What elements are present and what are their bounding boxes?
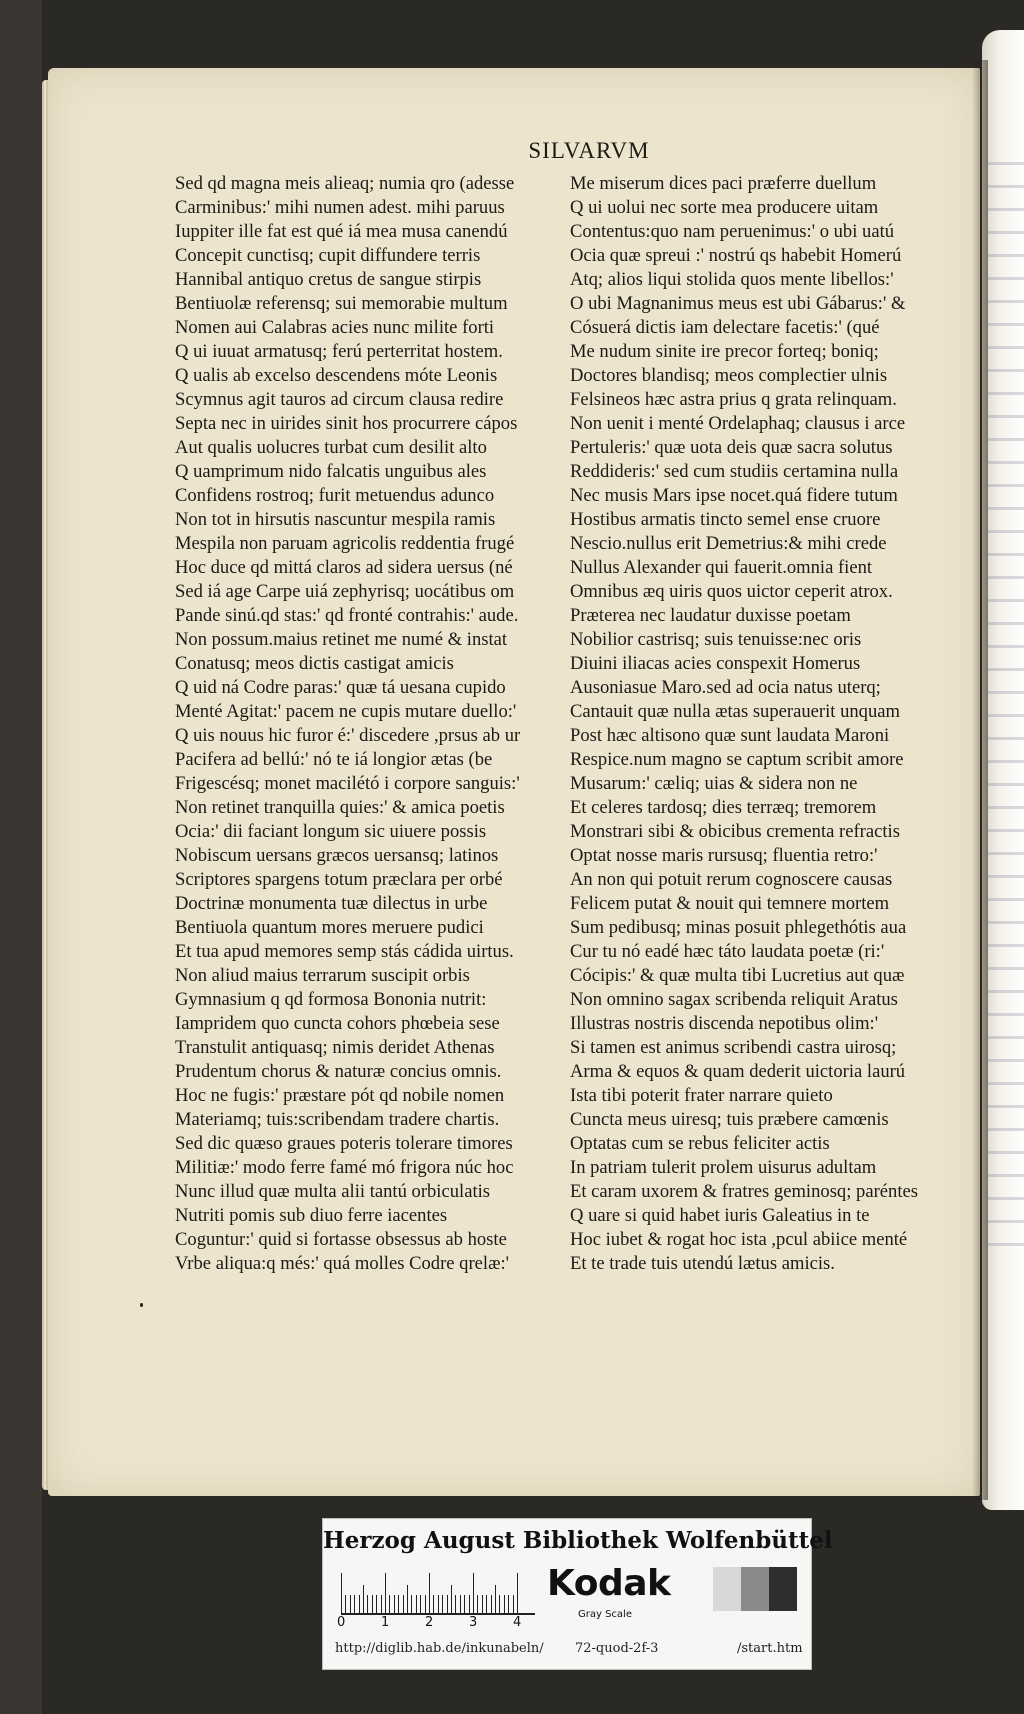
ruler-number: 2 xyxy=(425,1615,434,1630)
start-link: /start.htm xyxy=(737,1641,803,1656)
text-line: Præterea nec laudatur duxisse poetam xyxy=(570,605,851,626)
text-line: Ausoniasue Maro.sed ad ocia natus uterq; xyxy=(570,677,881,698)
text-line: Cuncta meus uiresq; tuis præbere camœnis xyxy=(570,1109,889,1130)
ruler-tick xyxy=(499,1595,500,1613)
facing-page-edge xyxy=(982,30,1024,1510)
text-line: Doctores blandisq; meos complectier ulnis xyxy=(570,365,888,386)
text-line: O ubi Magnanimus meus est ubi Gábarus:' & xyxy=(570,293,906,314)
ruler-tick xyxy=(363,1585,364,1613)
text-line: Cur tu nó eadé hæc táto laudata poetæ (ri:' xyxy=(570,941,885,962)
text-line: Hoc iubet & rogat hoc ista ,pcul abiice menté xyxy=(570,1229,908,1250)
ink-speck xyxy=(140,1303,143,1307)
text-line: Contentus:quo nam peruenimus:' o ubi uatú xyxy=(570,221,895,242)
text-line: Omnibus æq uiris quos uictor ceperit atrox. xyxy=(570,581,893,602)
running-head: SILVARVM xyxy=(528,138,650,163)
text-line: Optat nosse maris rursusq; fluentia retro:' xyxy=(570,845,878,866)
text-line: Mespila non paruam agricolis reddentia frugé xyxy=(175,533,515,554)
ruler-tick xyxy=(477,1595,478,1613)
text-line: Optatas cum se rebus feliciter actis xyxy=(570,1133,830,1154)
left-text-column xyxy=(175,172,570,1276)
ruler-tick xyxy=(403,1595,404,1613)
right-text-column xyxy=(570,172,965,1276)
text-line: Aut qualis uolucres turbat cum desilit alto xyxy=(175,437,487,458)
ruler-tick xyxy=(389,1595,390,1613)
ruler-tick xyxy=(517,1573,518,1613)
scan-target-card xyxy=(322,1518,833,1670)
ruler-tick xyxy=(447,1595,448,1613)
text-line: Frigescésq; monet macilétó i corpore sanguis:' xyxy=(175,773,520,794)
shelfmark: 72-quod-2f-3 xyxy=(575,1641,659,1656)
text-line: Et tua apud memores semp stás cádida uirtus. xyxy=(175,941,514,962)
text-line: Hoc ne fugis:' præstare pót qd nobile nomen xyxy=(175,1085,505,1106)
text-line: Vrbe aliqua:q més:' quá molles Codre qrelæ:' xyxy=(175,1253,509,1274)
text-line: Prudentum chorus & naturæ concius omnis. xyxy=(175,1061,502,1082)
text-line: Et caram uxorem & fratres geminosq; paréntes xyxy=(570,1181,918,1202)
text-line: Ista tibi poterit frater narrare quieto xyxy=(570,1085,833,1106)
text-line: Septa nec in uirides sinit hos procurrere cápos xyxy=(175,413,518,434)
text-line: Et celeres tardosq; dies terræq; tremorem xyxy=(570,797,877,818)
text-line: Ocia:' dii faciant longum sic uiuere possis xyxy=(175,821,487,842)
ruler-tick xyxy=(486,1595,487,1613)
ruler-tick xyxy=(464,1595,465,1613)
text-line: Q uare si quid habet iuris Galeatius in te xyxy=(570,1205,870,1226)
text-line: Pertuleris:' quæ uota deis quæ sacra solutus xyxy=(570,437,893,458)
text-line: Scriptores spargens totum præclara per orbé xyxy=(175,869,503,890)
ruler-tick xyxy=(491,1595,492,1613)
text-line: Non uenit i menté Ordelaphaq; clausus i arce xyxy=(570,413,906,434)
ruler-tick xyxy=(442,1595,443,1613)
text-line: Non possum.maius retinet me numé & instat xyxy=(175,629,508,650)
text-line: Respice.num magno se captum scribit amore xyxy=(570,749,904,770)
ruler-tick xyxy=(429,1573,430,1613)
text-line: Iuppiter ille fat est qué iá mea musa canendú xyxy=(175,221,508,242)
text-line: Nunc illud quæ multa alii tantú orbiculatis xyxy=(175,1181,491,1202)
text-line: In patriam tulerit prolem uisurus adultam xyxy=(570,1157,877,1178)
ruler-tick xyxy=(372,1595,373,1613)
text-line: Gymnasium q qd formosa Bononia nutrit: xyxy=(175,989,487,1010)
ruler-tick xyxy=(495,1585,496,1613)
ruler-tick xyxy=(367,1595,368,1613)
ruler-tick xyxy=(508,1595,509,1613)
text-line: Reddideris:' sed cum studiis certamina nulla xyxy=(570,461,899,482)
ruler-tick xyxy=(469,1595,470,1613)
text-line: Hannibal antiquo cretus de sangue stirpis xyxy=(175,269,482,290)
text-line: Felsineos hæc astra prius q grata relinquam. xyxy=(570,389,897,410)
ruler-numbers xyxy=(337,1615,547,1635)
ruler-tick xyxy=(482,1595,483,1613)
ruler-tick xyxy=(385,1573,386,1613)
text-line: Pande sinú.qd stas:' qd fronté contrahis:' aude. xyxy=(175,605,519,626)
text-line: Q uamprimum nido falcatis unguibus ales xyxy=(175,461,487,482)
ruler-tick xyxy=(451,1585,452,1613)
ruler-tick xyxy=(455,1595,456,1613)
ruler-tick xyxy=(411,1595,412,1613)
scan-background-left xyxy=(0,0,42,1714)
text-line: Militiæ:' modo ferre famé mó frigora núc hoc xyxy=(175,1157,514,1178)
ruler-tick xyxy=(473,1573,474,1613)
text-line: Sed dic quæso graues poteris tolerare timores xyxy=(175,1133,513,1154)
ruler-tick xyxy=(394,1595,395,1613)
text-line: Nobilior castrisq; suis tenuisse:nec oris xyxy=(570,629,862,650)
text-line: Bentiuolæ referensq; sui memorabie multum xyxy=(175,293,508,314)
ruler-tick xyxy=(438,1595,439,1613)
gray-patch-dark xyxy=(769,1567,797,1611)
text-line: An non qui potuit rerum cognoscere causas xyxy=(570,869,893,890)
ruler-tick xyxy=(359,1595,360,1613)
text-line: Nutriti pomis sub diuo ferre iacentes xyxy=(175,1205,448,1226)
text-line: Felicem putat & nouit qui temnere mortem xyxy=(570,893,890,914)
text-line: Cócipis:' & quæ multa tibi Lucretius aut quæ xyxy=(570,965,905,986)
text-line: Coguntur:' quid si fortasse obsessus ab hoste xyxy=(175,1229,507,1250)
text-line: Materiamq; tuis:scribendam tradere chartis. xyxy=(175,1109,500,1130)
facing-page-text-ghost xyxy=(988,150,1024,1250)
text-line: Transtulit antiquasq; nimis deridet Athenas xyxy=(175,1037,495,1058)
text-line: Nomen aui Calabras acies nunc milite forti xyxy=(175,317,495,338)
text-line: Atq; alios liqui stolida quos mente libellos:' xyxy=(570,269,894,290)
ruler-number: 3 xyxy=(469,1615,478,1630)
text-line: Sed qd magna meis alieaq; numia qro (adesse xyxy=(175,173,515,194)
text-line: Concepit cunctisq; cupit diffundere terris xyxy=(175,245,481,266)
text-line: Cantauit quæ nulla ætas superauerit unquam xyxy=(570,701,900,722)
text-line: Q uid ná Codre paras:' quæ tá uesana cupido xyxy=(175,677,506,698)
text-line: Nescio.nullus erit Demetrius:& mihi crede xyxy=(570,533,887,554)
text-line: Si tamen est animus scribendi castra uirosq; xyxy=(570,1037,897,1058)
gray-scale-label: Gray Scale xyxy=(578,1609,632,1620)
text-line: Illustras nostris discenda nepotibus olim:' xyxy=(570,1013,879,1034)
text-line: Cósuerá dictis iam delectare facetis:' (qué xyxy=(570,317,880,338)
ruler-tick xyxy=(381,1595,382,1613)
text-line: Monstrari sibi & obicibus crementa refractis xyxy=(570,821,900,842)
text-line: Confidens rostroq; furit metuendus adunco xyxy=(175,485,495,506)
kodak-logo: Kodak xyxy=(547,1563,671,1604)
ruler-tick xyxy=(513,1595,514,1613)
text-line: Q ui iuuat armatusq; ferú perterritat hostem. xyxy=(175,341,503,362)
text-line: Non retinet tranquilla quies:' & amica poetis xyxy=(175,797,505,818)
gray-scale-patches xyxy=(713,1567,797,1611)
text-line: Musarum:' cæliq; uias & sidera non ne xyxy=(570,773,858,794)
ruler-tick xyxy=(420,1595,421,1613)
text-line: Ocia quæ spreui :' nostrú qs habebit Homerú xyxy=(570,245,902,266)
ruler-tick xyxy=(398,1595,399,1613)
text-line: Doctrinæ monumenta tuæ dilectus in urbe xyxy=(175,893,488,914)
text-line: Nullus Alexander qui fauerit.omnia fient xyxy=(570,557,873,578)
book-page xyxy=(48,68,980,1496)
ruler-tick xyxy=(425,1595,426,1613)
text-line: Non tot in hirsutis nascuntur mespila ramis xyxy=(175,509,496,530)
text-line: Sum pedibusq; minas posuit phlegethótis aua xyxy=(570,917,907,938)
ruler-tick xyxy=(345,1595,346,1613)
text-line: Q ui uolui nec sorte mea producere uitam xyxy=(570,197,879,218)
gutter-shadow xyxy=(972,60,988,1500)
text-line: Scymnus agit tauros ad circum clausa redire xyxy=(175,389,504,410)
gray-patch-light xyxy=(713,1567,741,1611)
ruler-tick xyxy=(504,1595,505,1613)
library-url: http://diglib.hab.de/inkunabeln/ xyxy=(335,1641,544,1656)
ruler-tick xyxy=(354,1595,355,1613)
text-line: Iampridem quo cuncta cohors phœbeia sese xyxy=(175,1013,500,1034)
library-title: Herzog August Bibliothek Wolfenbüttel xyxy=(323,1527,833,1554)
text-line: Hoc duce qd mittá claros ad sidera uersus (né xyxy=(175,557,513,578)
text-line: Pacifera ad bellú:' nó te iá longior ætas (be xyxy=(175,749,493,770)
ruler-number: 4 xyxy=(513,1615,522,1630)
text-line: Sed iá age Carpe uiá zephyrisq; uocátibus om xyxy=(175,581,515,602)
ruler-tick xyxy=(416,1595,417,1613)
text-line: Post hæc altisono quæ sunt laudata Maroni xyxy=(570,725,890,746)
text-line: Carminibus:' mihi numen adest. mihi paruus xyxy=(175,197,505,218)
text-line: Menté Agitat:' pacem ne cupis mutare duello:' xyxy=(175,701,517,722)
text-line: Nec musis Mars ipse nocet.quá fidere tutum xyxy=(570,485,898,506)
text-line: Q uis nouus hic furor é:' discedere ,prsus ab ur xyxy=(175,725,521,746)
ruler-tick xyxy=(460,1595,461,1613)
text-line: Bentiuola quantum mores meruere pudici xyxy=(175,917,484,938)
text-line: Non aliud maius terrarum suscipit orbis xyxy=(175,965,470,986)
text-line: Et te trade tuis utendú lætus amicis. xyxy=(570,1253,835,1274)
ruler-tick xyxy=(350,1595,351,1613)
gray-patch-mid xyxy=(741,1567,769,1611)
ruler-tick xyxy=(433,1595,434,1613)
text-line: Hostibus armatis tincto semel ense cruore xyxy=(570,509,881,530)
text-line: Conatusq; meos dictis castigat amicis xyxy=(175,653,454,674)
ruler-tick xyxy=(341,1573,342,1613)
ruler-tick xyxy=(376,1595,377,1613)
ruler-number: 1 xyxy=(381,1615,390,1630)
text-line: Non omnino sagax scribenda reliquit Aratus xyxy=(570,989,898,1010)
text-line: Me miserum dices paci præferre duellum xyxy=(570,173,877,194)
text-line: Me nudum sinite ire precor forteq; boniq; xyxy=(570,341,879,362)
text-line: Diuini iliacas acies conspexit Homerus xyxy=(570,653,861,674)
scale-ruler xyxy=(341,1567,535,1615)
text-line: Nobiscum uersans græcos uersansq; latinos xyxy=(175,845,499,866)
ruler-number: 0 xyxy=(337,1615,346,1630)
text-line: Arma & equos & quam dederit uictoria laurú xyxy=(570,1061,906,1082)
text-line: Q ualis ab excelso descendens móte Leonis xyxy=(175,365,498,386)
ruler-tick xyxy=(407,1585,408,1613)
